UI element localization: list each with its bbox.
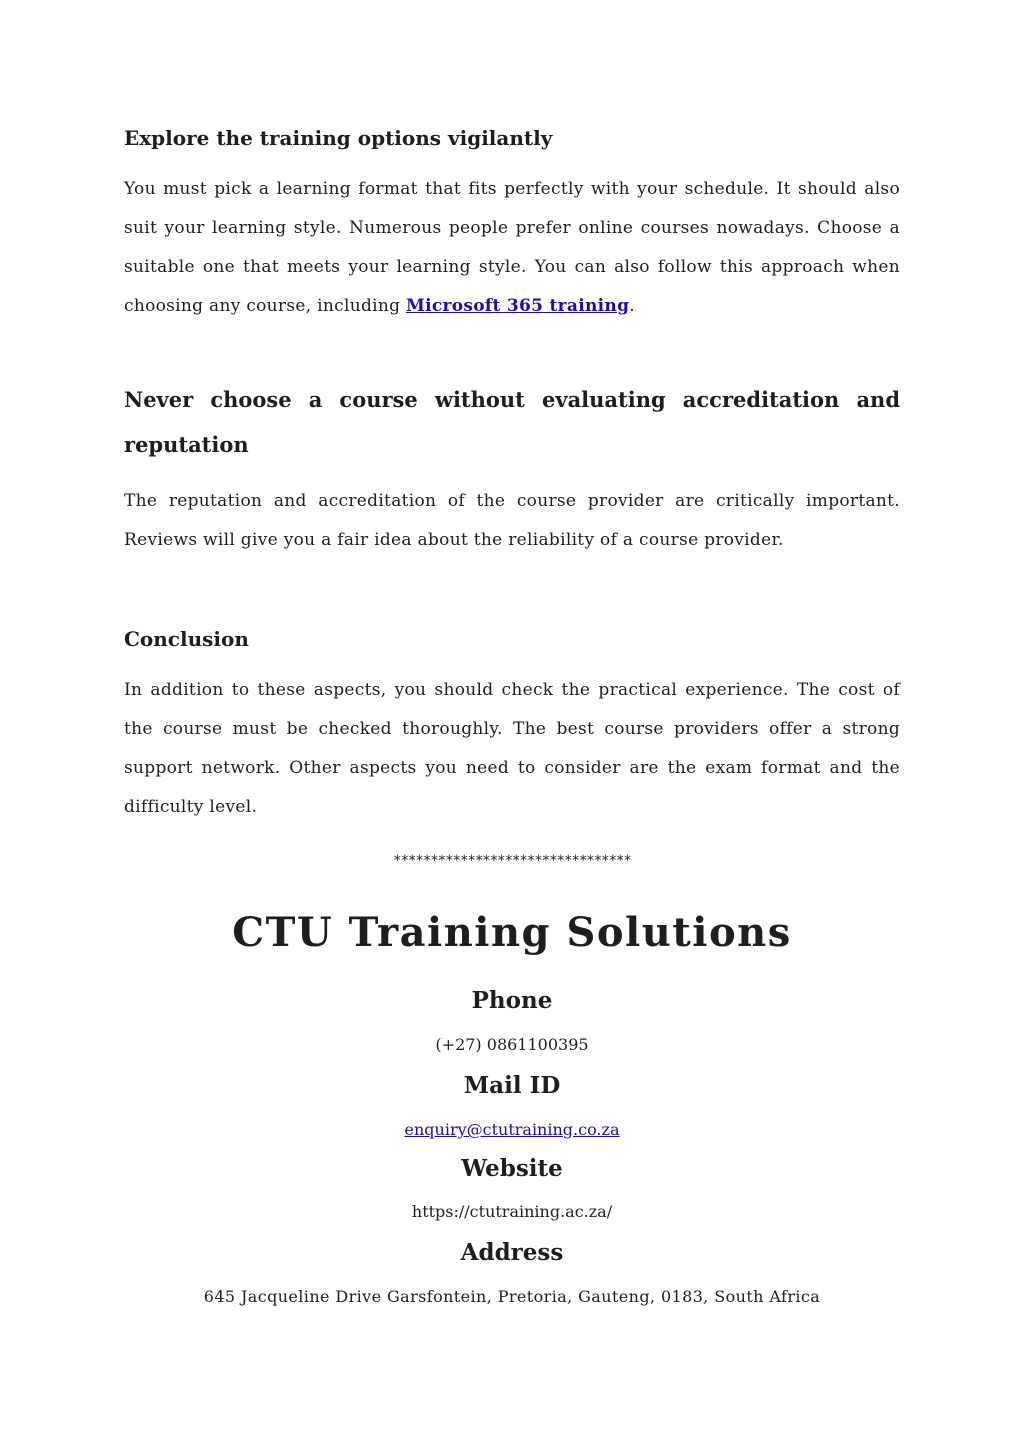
address-value: 645 Jacqueline Drive Garsfontein, Pretoria, Gauteng, 0183, South Africa bbox=[203, 1287, 821, 1306]
body-text-end: . bbox=[629, 296, 635, 316]
website-value: https://ctutraining.ac.za/ bbox=[411, 1202, 613, 1221]
section-heading-training-options: Explore the training options vigilantly bbox=[124, 126, 553, 150]
section-body-accreditation: The reputation and accreditation of the course provider are critically important. Reviews will give you a fair idea about the reliability of a course provider. bbox=[124, 491, 900, 550]
mail-label: Mail ID bbox=[463, 1072, 561, 1099]
separator: ******************************** bbox=[393, 853, 631, 869]
section-heading-accreditation: Never choose a course without evaluating accreditation and reputation bbox=[124, 387, 900, 457]
company-name: CTU Training Solutions bbox=[232, 909, 792, 956]
address-label: Address bbox=[460, 1239, 564, 1266]
section-body-conclusion: In addition to these aspects, you should check the practical experience. The cost of the course must be checked thoroughly. The best course providers offer a strong support network. Other aspects you need to consider are the exam format and the difficulty level. bbox=[124, 680, 900, 817]
website-label: Website bbox=[461, 1155, 563, 1182]
microsoft-365-training-link[interactable]: Microsoft 365 training bbox=[406, 296, 630, 316]
mail-container bbox=[0, 1119, 1024, 1141]
section-body-training-options bbox=[124, 170, 900, 326]
phone-label: Phone bbox=[471, 987, 553, 1014]
section-heading-conclusion: Conclusion bbox=[124, 627, 249, 651]
phone-value: (+27) 0861100395 bbox=[435, 1035, 589, 1054]
mail-link[interactable]: enquiry@ctutraining.co.za bbox=[404, 1120, 620, 1139]
body-text: You must pick a learning format that fits perfectly with your schedule. It should also suit your learning style. Numerous people prefer online courses nowadays. Choose a suitable one that meets your learning style. You can also follow this approach when choosing any course, including bbox=[124, 179, 900, 316]
